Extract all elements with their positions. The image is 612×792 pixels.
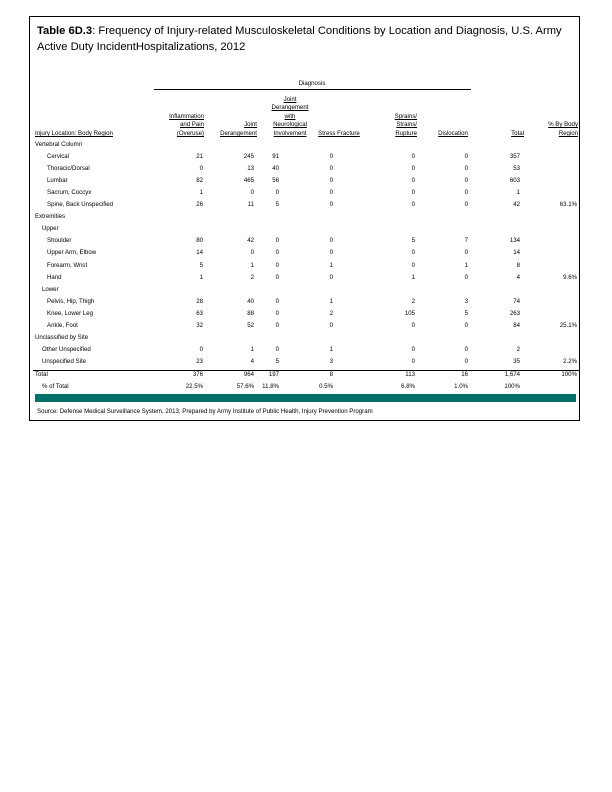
cell-total: 357 [509, 153, 520, 161]
cell-joint-neuro: 0 [275, 321, 279, 329]
cell-stress-fracture: 2 [329, 309, 333, 317]
cell-inflammation: 26 [196, 201, 203, 209]
cell-inflammation: 21 [196, 153, 203, 161]
cell-inflammation: 5 [199, 261, 203, 269]
diagnosis-group-header: Diagnosis [298, 80, 326, 87]
column-header-dislocation: Dislocation [438, 130, 468, 137]
cell-sprains: 0 [411, 357, 415, 365]
diagnosis-rule [154, 89, 471, 90]
column-header-sprains: Sprains/ [394, 112, 417, 120]
cell-dislocation: 0 [464, 153, 468, 161]
cell-sprains: 105 [404, 309, 415, 317]
pct-cell-inflammation: 22.5% [185, 383, 203, 390]
cell-sprains: 2 [411, 297, 415, 305]
column-header-sprains: Rupture [395, 130, 417, 137]
column-header-joint-derangement: Joint [244, 121, 257, 129]
cell-joint-neuro: 5 [275, 201, 279, 209]
row-label: Unclassified by Site [35, 333, 89, 341]
cell-stress-fracture: 0 [329, 237, 333, 245]
column-header-joint-neuro: with [284, 112, 296, 120]
cell-sprains: 5 [411, 237, 415, 245]
table-frame [29, 16, 580, 421]
cell-sprains: 0 [411, 201, 415, 209]
cell-dislocation: 0 [464, 273, 468, 281]
cell-stress-fracture: 0 [329, 201, 333, 209]
cell-stress-fracture: 0 [329, 321, 333, 329]
cell-joint-derangement: 0 [250, 189, 254, 197]
row-label: Pelvis, Hip, Thigh [47, 297, 95, 305]
cell-dislocation: 0 [464, 189, 468, 197]
cell-total: 84 [513, 321, 520, 329]
row-label: Thoracic/Dorsal [47, 165, 90, 173]
cell-total: 35 [513, 357, 520, 365]
cell-inflammation: 1 [199, 273, 203, 281]
cell-sprains: 0 [411, 321, 415, 329]
pct-cell-stress-fracture: 0.5% [319, 383, 333, 390]
cell-dislocation: 0 [464, 249, 468, 257]
cell-stress-fracture: 0 [329, 153, 333, 161]
cell-inflammation: 0 [199, 345, 203, 353]
cell-dislocation: 0 [464, 345, 468, 353]
row-label: Extremities [35, 213, 66, 221]
column-header-inflammation: and Pain [179, 121, 204, 129]
column-header-inflammation: Inflammation [169, 112, 204, 120]
footer-band [35, 394, 576, 402]
cell-total: 8 [516, 261, 520, 269]
cell-total: 2 [516, 345, 520, 353]
cell-dislocation: 0 [464, 201, 468, 209]
cell-joint-neuro: 0 [275, 297, 279, 305]
column-header-inflammation: (Overuse) [176, 130, 204, 137]
cell-inflammation: 23 [196, 357, 203, 365]
cell-sprains: 0 [411, 153, 415, 161]
cell-joint-derangement: 40 [247, 297, 254, 305]
total-cell-inflammation: 376 [192, 370, 203, 378]
cell-total: 134 [509, 237, 520, 245]
cell-stress-fracture: 1 [329, 261, 333, 269]
total-cell-stress-fracture: 8 [329, 370, 333, 378]
cell-total: 263 [509, 309, 520, 317]
cell-joint-derangement: 52 [247, 321, 254, 329]
row-label: Forearm, Wrist [47, 261, 88, 269]
cell-inflammation: 82 [196, 177, 203, 185]
pct-row-label: % of Total [42, 383, 69, 390]
column-header-location: Injury Location: Body Region [35, 130, 113, 137]
column-header-total: Total [511, 130, 524, 137]
cell-joint-neuro: 0 [275, 345, 279, 353]
column-header-joint-derangement: Derangement [220, 130, 257, 137]
cell-joint-derangement: 1 [250, 345, 254, 353]
table-number: Table 6D.3 [37, 25, 93, 37]
cell-sprains: 0 [411, 249, 415, 257]
total-cell-sprains: 113 [405, 370, 415, 378]
cell-pct-region: 63.1% [559, 201, 577, 209]
cell-dislocation: 0 [464, 321, 468, 329]
cell-inflammation: 1 [199, 189, 203, 197]
cell-joint-derangement: 88 [247, 309, 254, 317]
total-cell-joint-derangement: 964 [243, 370, 254, 378]
cell-inflammation: 14 [196, 249, 203, 257]
total-cell-total: 1,674 [504, 370, 520, 378]
cell-joint-derangement: 2 [250, 273, 254, 281]
cell-total: 603 [509, 177, 520, 185]
total-rule [33, 370, 579, 371]
row-label: Upper Arm, Elbow [47, 249, 97, 257]
cell-joint-derangement: 465 [243, 177, 254, 185]
row-label: Lumbar [47, 177, 68, 185]
cell-dislocation: 3 [464, 297, 468, 305]
cell-joint-derangement: 4 [250, 357, 254, 365]
cell-stress-fracture: 0 [329, 165, 333, 173]
row-label: Other Unspecified [42, 345, 91, 353]
cell-joint-derangement: 11 [247, 201, 254, 209]
row-label: Lower [42, 285, 59, 293]
cell-joint-neuro: 0 [275, 237, 279, 245]
cell-stress-fracture: 0 [329, 273, 333, 281]
row-label: Ankle, Foot [47, 321, 78, 329]
column-header-joint-neuro: Involvement [273, 130, 307, 137]
column-header-sprains: Strains/ [396, 121, 417, 129]
column-header-joint-neuro: Derangement [271, 104, 309, 112]
cell-inflammation: 0 [199, 165, 203, 173]
row-label: Upper [42, 225, 59, 233]
total-row-label: Total [35, 370, 48, 378]
cell-stress-fracture: 0 [329, 249, 333, 257]
cell-inflammation: 63 [196, 309, 203, 317]
cell-pct-region: 2.2% [563, 357, 577, 365]
cell-pct-region: 9.6% [563, 273, 577, 281]
cell-stress-fracture: 1 [329, 297, 333, 305]
cell-total: 1 [516, 189, 520, 197]
cell-joint-neuro: 0 [275, 273, 279, 281]
cell-total: 42 [513, 201, 520, 209]
cell-joint-derangement: 0 [250, 249, 254, 257]
cell-joint-neuro: 91 [272, 153, 279, 161]
cell-dislocation: 0 [464, 177, 468, 185]
cell-stress-fracture: 0 [329, 189, 333, 197]
cell-sprains: 0 [411, 165, 415, 173]
cell-sprains: 0 [411, 261, 415, 269]
row-label: Vertebral Column [35, 141, 83, 148]
total-cell-joint-neuro: 197 [268, 370, 279, 378]
cell-stress-fracture: 1 [329, 345, 333, 353]
cell-sprains: 0 [411, 345, 415, 353]
cell-dislocation: 1 [464, 261, 468, 269]
cell-total: 4 [516, 273, 520, 281]
cell-sprains: 1 [411, 273, 415, 281]
table-title [37, 23, 567, 55]
row-label: Shoulder [47, 237, 72, 245]
cell-stress-fracture: 0 [329, 177, 333, 185]
cell-joint-derangement: 42 [247, 237, 254, 245]
cell-joint-derangement: 245 [243, 153, 254, 161]
column-header-joint-neuro: Neurological [273, 121, 307, 129]
cell-inflammation: 32 [196, 321, 203, 329]
cell-joint-neuro: 0 [275, 261, 279, 269]
cell-dislocation: 0 [464, 357, 468, 365]
cell-dislocation: 0 [464, 165, 468, 173]
pct-cell-joint-derangement: 57.6% [236, 383, 254, 390]
pct-cell-sprains: 6.8% [401, 383, 415, 390]
column-header-pct-region: Region [558, 130, 578, 137]
cell-dislocation: 5 [464, 309, 468, 317]
cell-sprains: 0 [411, 177, 415, 185]
total-cell-pct-region: 100% [561, 370, 577, 378]
cell-total: 14 [513, 249, 520, 257]
cell-joint-neuro: 5 [275, 357, 279, 365]
row-label: Hand [47, 273, 62, 281]
row-label: Cervical [47, 153, 70, 161]
cell-stress-fracture: 3 [329, 357, 333, 365]
row-label: Spine, Back Unspecified [47, 201, 114, 209]
cell-joint-neuro: 0 [275, 249, 279, 257]
cell-joint-neuro: 56 [272, 177, 279, 185]
cell-total: 53 [513, 165, 520, 173]
column-header-joint-neuro: Joint [283, 95, 297, 103]
cell-inflammation: 80 [196, 237, 203, 245]
column-header-pct-region: % By Body [548, 121, 578, 129]
cell-total: 74 [513, 297, 520, 305]
total-cell-dislocation: 16 [461, 370, 468, 378]
row-label: Unspecified Site [42, 357, 87, 365]
cell-dislocation: 7 [464, 237, 468, 245]
column-header-stress-fracture: Stress Fracture [318, 130, 360, 137]
cell-pct-region: 25.1% [559, 321, 577, 329]
pct-cell-joint-neuro: 11.8% [262, 383, 279, 390]
cell-joint-neuro: 0 [275, 189, 279, 197]
row-label: Knee, Lower Leg [47, 309, 94, 317]
source-note: Source: Defense Medical Surveillance System, 2013; Prepared by Army Institute of Public Health, Injury Prevention Program [37, 408, 373, 415]
pct-cell-dislocation: 1.0% [454, 383, 468, 390]
cell-joint-neuro: 40 [272, 165, 279, 173]
cell-sprains: 0 [411, 189, 415, 197]
cell-joint-derangement: 13 [247, 165, 254, 173]
cell-inflammation: 28 [196, 297, 203, 305]
pct-cell-total: 100% [504, 383, 520, 390]
cell-joint-neuro: 0 [275, 309, 279, 317]
table-title-text: : Frequency of Injury-related Musculoskeletal Conditions by Location and Diagnosis, U.S. Army Active Duty IncidentHospitalizations, 2012 [37, 25, 562, 53]
cell-joint-derangement: 1 [250, 261, 254, 269]
row-label: Sacrum, Coccyx [47, 189, 92, 197]
